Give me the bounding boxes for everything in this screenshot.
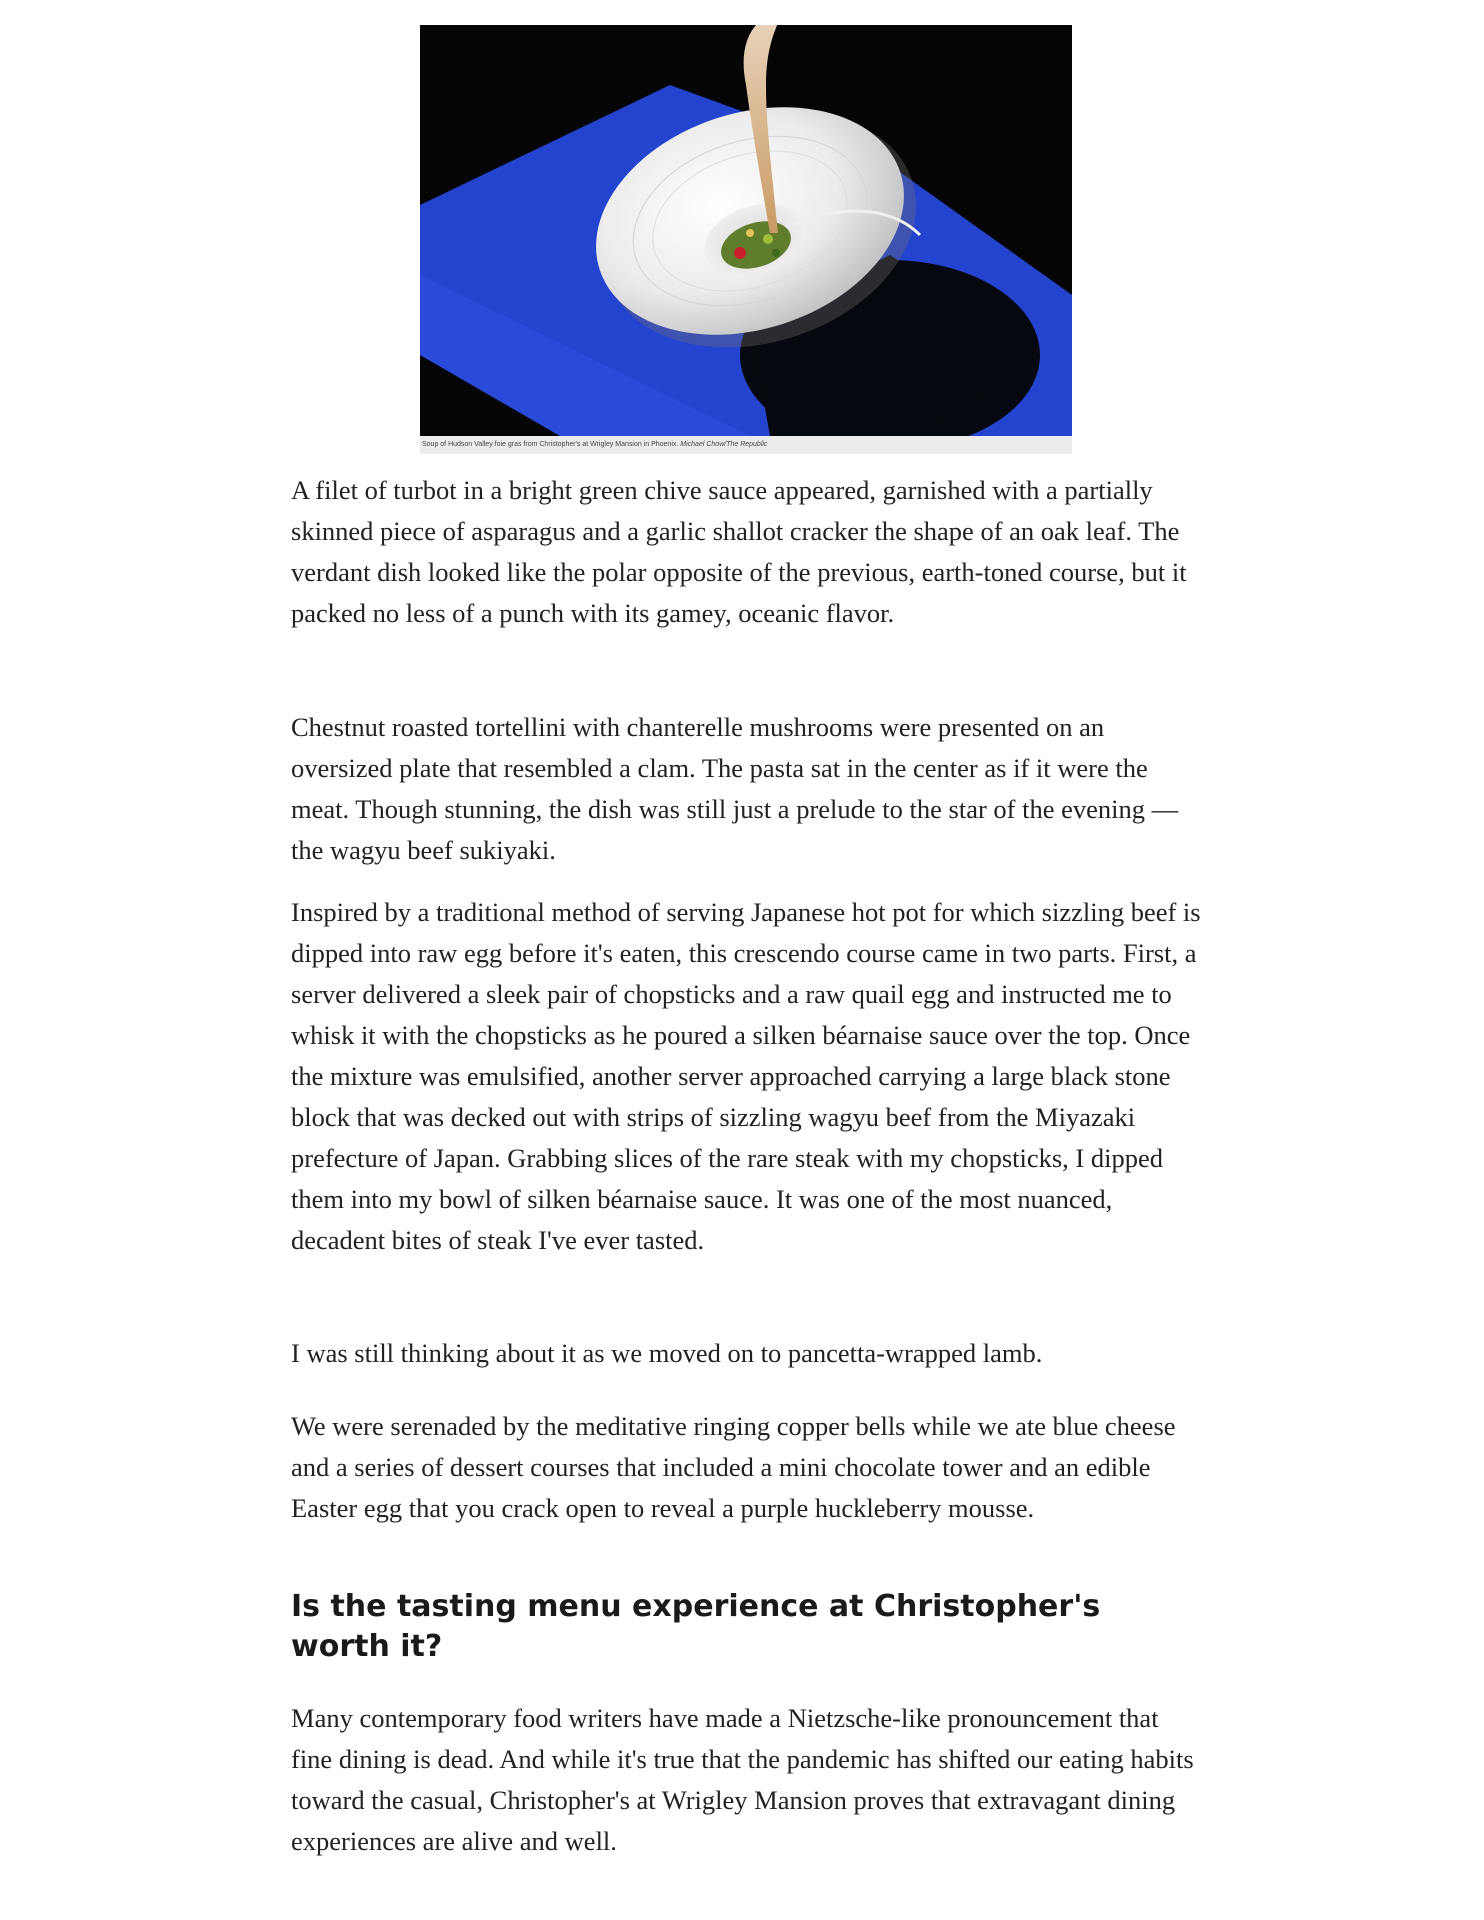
section-heading: Is the tasting menu experience at Christopher's worth it? (291, 1589, 1101, 1664)
caption-text: Soup of Hudson Valley foie gras from Christopher's at Wrigley Mansion in Phoenix. (422, 441, 679, 448)
body-paragraph-tortellini: Chestnut roasted tortellini with chanterelle mushrooms were presented on an oversized plate that resembled a clam. The pasta sat in the center as if it were the meat. Though stunning, the dish was still just a prelude to the star of the evening — the wagyu beef sukiyaki. (291, 712, 1179, 865)
body-paragraph-wagyu: Inspired by a traditional method of serving Japanese hot pot for which sizzling beef is dipped into raw egg before it's eaten, this crescendo course came in two parts. First, a server delivered a sleek pair of chopsticks and a raw quail egg and instructed me to whisk it with the chopsticks as he poured a silken béarnaise sauce over the top. Once the mixture was emulsified, another server approached carrying a large black stone block that was decked out with strips of sizzling wagyu beef from the Miyazaki prefecture of Japan. Grabbing slices of the rare steak with my chopsticks, I dipped them into my bowl of silken béarnaise sauce. It was one of the most nuanced, decadent bites of steak I've ever tasted. (291, 897, 1201, 1255)
body-paragraph-dessert: We were serenaded by the meditative ringing copper bells while we ate blue cheese and a series of dessert courses that included a mini chocolate tower and an edible Easter egg that you crack open to reveal a purple huckleberry mousse. (291, 1411, 1176, 1523)
article-photo-figure (420, 25, 1072, 454)
body-paragraph-lamb: I was still thinking about it as we moved on to pancetta-wrapped lamb. (291, 1338, 1043, 1368)
body-paragraph-closing: Many contemporary food writers have made a Nietzsche-like pronouncement that fine dining is dead. And while it's true that the pandemic has shifted our eating habits toward the casual, Christopher's at Wrigley Mansion proves that extravagant dining experiences are alive and well. (291, 1703, 1194, 1856)
photo-caption (420, 436, 1072, 454)
photo-credit: Michael Chow/The Republic (680, 441, 768, 448)
body-paragraph-turbot: A filet of turbot in a bright green chive sauce appeared, garnished with a partially skinned piece of asparagus and a garlic shallot cracker the shape of an oak leaf. The verdant dish looked like the polar opposite of the previous, earth-toned course, but it packed no less of a punch with its gamey, oceanic flavor. (291, 475, 1187, 628)
foie-gras-soup-photo (420, 25, 1072, 436)
